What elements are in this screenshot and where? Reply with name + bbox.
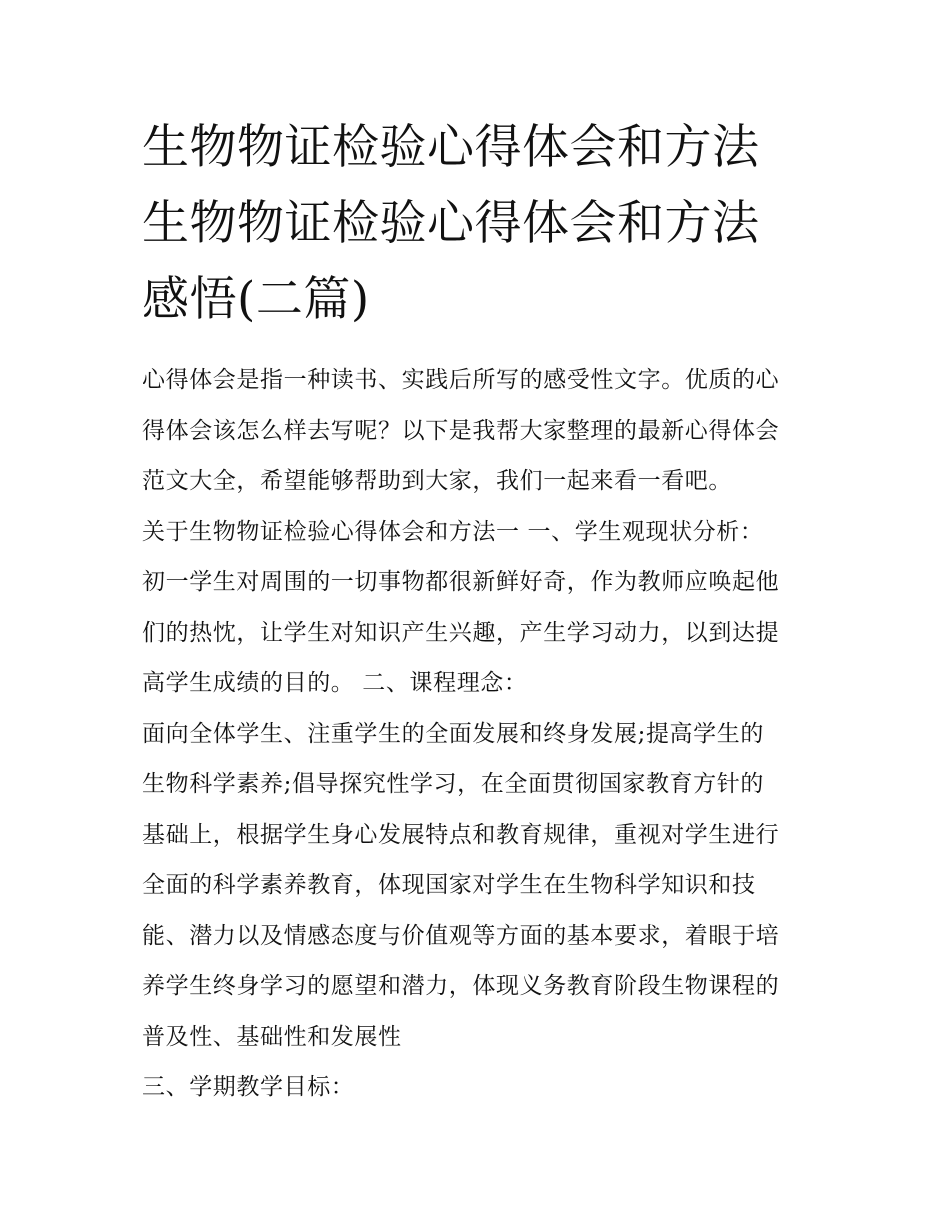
document-body [142, 355, 822, 1113]
body-line: 能、潜力以及情感态度与价值观等方面的基本要求，着眼于培 [142, 922, 780, 949]
document-page [142, 110, 822, 1113]
body-line: 基础上，根据学生身心发展特点和教育规律，重视对学生进行 [142, 821, 780, 848]
title-line: 生物物证检验心得体会和方法 [142, 120, 760, 175]
body-line: 三、学期教学目标： [142, 1074, 355, 1100]
body-line: 心得体会是指一种读书、实践后所写的感受性文字。优质的心 [142, 367, 780, 393]
document-title [142, 110, 822, 338]
body-line: 全面的科学素养教育，体现国家对学生在生物科学知识和技 [142, 872, 756, 898]
body-line: 范文大全，希望能够帮助到大家，我们一起来看一看吧。 [142, 468, 732, 494]
body-line: 关于生物物证检验心得体会和方法一 一、学生观现状分析： [142, 518, 764, 545]
body-line: 生物科学素养;倡导探究性学习，在全面贯彻国家教育方针的 [142, 771, 764, 797]
body-line: 得体会该怎么样去写呢？以下是我帮大家整理的最新心得体会 [142, 417, 780, 444]
title-line: 生物物证检验心得体会和方法 [142, 196, 760, 251]
title-line: 感悟(二篇) [142, 272, 370, 327]
body-line: 面向全体学生、注重学生的全面发展和终身发展;提高学生的 [142, 720, 764, 747]
body-line: 初一学生对周围的一切事物都很新鲜好奇，作为教师应唤起他 [142, 569, 780, 595]
body-line: 高学生成绩的目的。 二、课程理念： [142, 670, 528, 696]
body-line: 普及性、基础性和发展性 [142, 1023, 402, 1050]
body-line: 养学生终身学习的愿望和潜力，体现义务教育阶段生物课程的 [142, 973, 780, 999]
body-line: 们的热忱，让学生对知识产生兴趣，产生学习动力，以到达提 [142, 619, 780, 646]
